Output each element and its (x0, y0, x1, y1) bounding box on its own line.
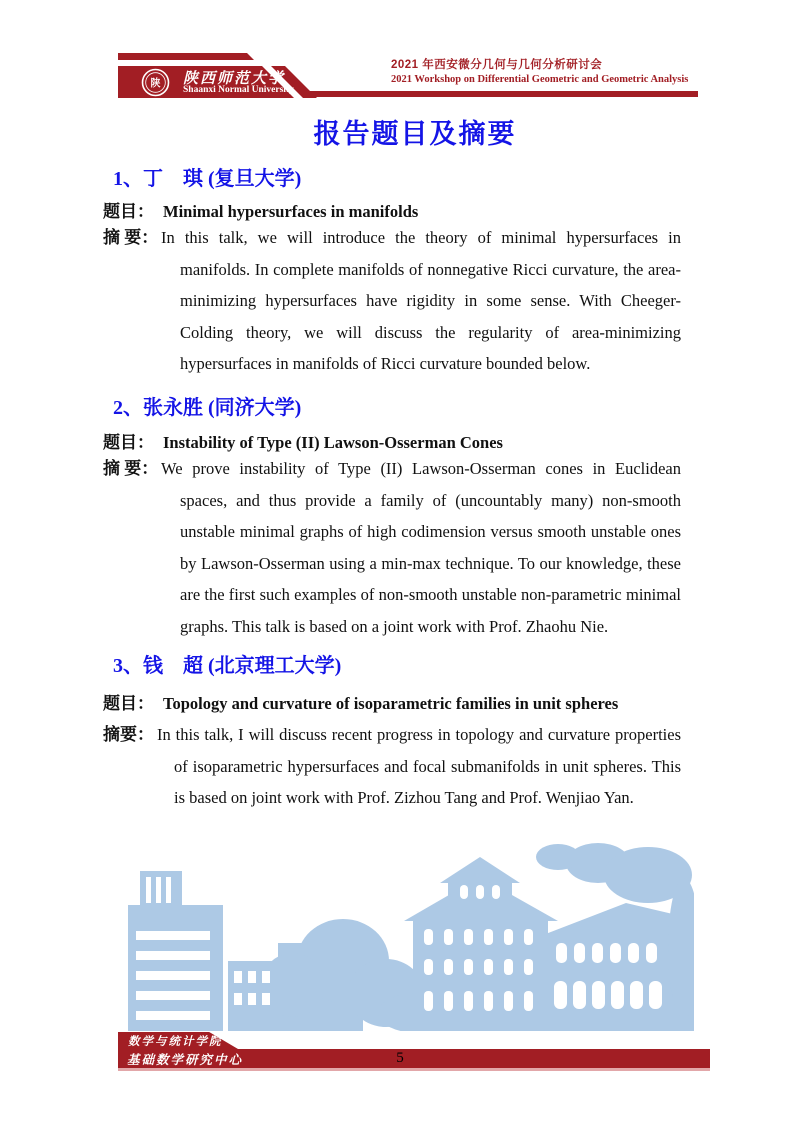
university-name-en: Shaanxi Normal University (183, 85, 294, 95)
footer-stripe (118, 1068, 710, 1071)
title-label-3: 题目： (103, 694, 154, 713)
seal-character: 陕 (150, 78, 161, 90)
speaker-heading-3: 3、钱 超 (北京理工大学) (113, 655, 342, 677)
page-title: 报告题目及摘要 (313, 119, 517, 149)
footer-center-name: 基础数学研究中心 (127, 1053, 244, 1067)
abstract-text-2: We prove instability of Type (II) Lawson-Osserman cones in Euclidean spaces, and thus provide a family of (uncountably many) non-smooth unstable minimal graphs of high codimension versus smooth unstable ones by Lawson-Osserman using a min-max technique. To our knowledge, these are the first such examples of non-smooth unstable non-parametric minimal graphs. This talk is based on a joint work with Prof. Zhaohu Nie. (161, 459, 681, 636)
event-title-en: 2021 Workshop on Differential Geometric and Geometric Analysis (391, 74, 689, 85)
abstract-block-3 (103, 719, 681, 814)
university-name-cn: 陕西师范大学 (183, 71, 286, 87)
talk-title-3: Topology and curvature of isoparametric families in unit spheres (163, 694, 619, 713)
speaker-heading-2: 2、张永胜 (同济大学) (113, 397, 302, 419)
talk-title-row-3 (103, 689, 683, 714)
abstract-label-3: 摘要： (103, 725, 154, 744)
campus-building-watermark (128, 843, 694, 1031)
title-label-2: 题目： (103, 433, 154, 452)
talk-title-row-1 (103, 197, 683, 222)
abstract-block-2 (103, 453, 681, 642)
talk-title-1: Minimal hypersurfaces in manifolds (163, 202, 419, 221)
speaker-heading-1: 1、丁 琪 (复旦大学) (113, 168, 302, 190)
page-number: 5 (396, 1050, 404, 1066)
talk-title-row-2 (103, 428, 683, 453)
abstract-text-3: In this talk, I will discuss recent progress in topology and curvature properties of isoparametric hypersurfaces and focal submanifolds in unit spheres. This is based on joint work with Prof. Zizhou Tang and Prof. Wenjiao Yan. (157, 725, 681, 807)
abstract-label-1: 摘 要： (103, 228, 159, 247)
abstract-text-1: In this talk, we will introduce the theory of minimal hypersurfaces in manifolds. In complete manifolds of nonnegative Ricci curvature, the area-minimizing hypersurfaces have rigidity in some sense. With Cheeger-Colding theory, we will discuss the regularity of area-minimizing hypersurfaces in manifolds of Ricci curvature bounded below. (161, 228, 681, 373)
abstract-block-1 (103, 222, 681, 380)
talk-title-2: Instability of Type (II) Lawson-Osserman Cones (163, 433, 503, 452)
title-label-1: 题目： (103, 202, 154, 221)
event-title-cn: 2021 年西安微分几何与几何分析研讨会 (391, 59, 603, 71)
footer-school-name: 数学与统计学院 (128, 1036, 223, 1048)
header-banner-shapes (0, 0, 800, 110)
university-seal-icon (141, 68, 170, 97)
abstract-label-2: 摘 要： (103, 459, 159, 478)
